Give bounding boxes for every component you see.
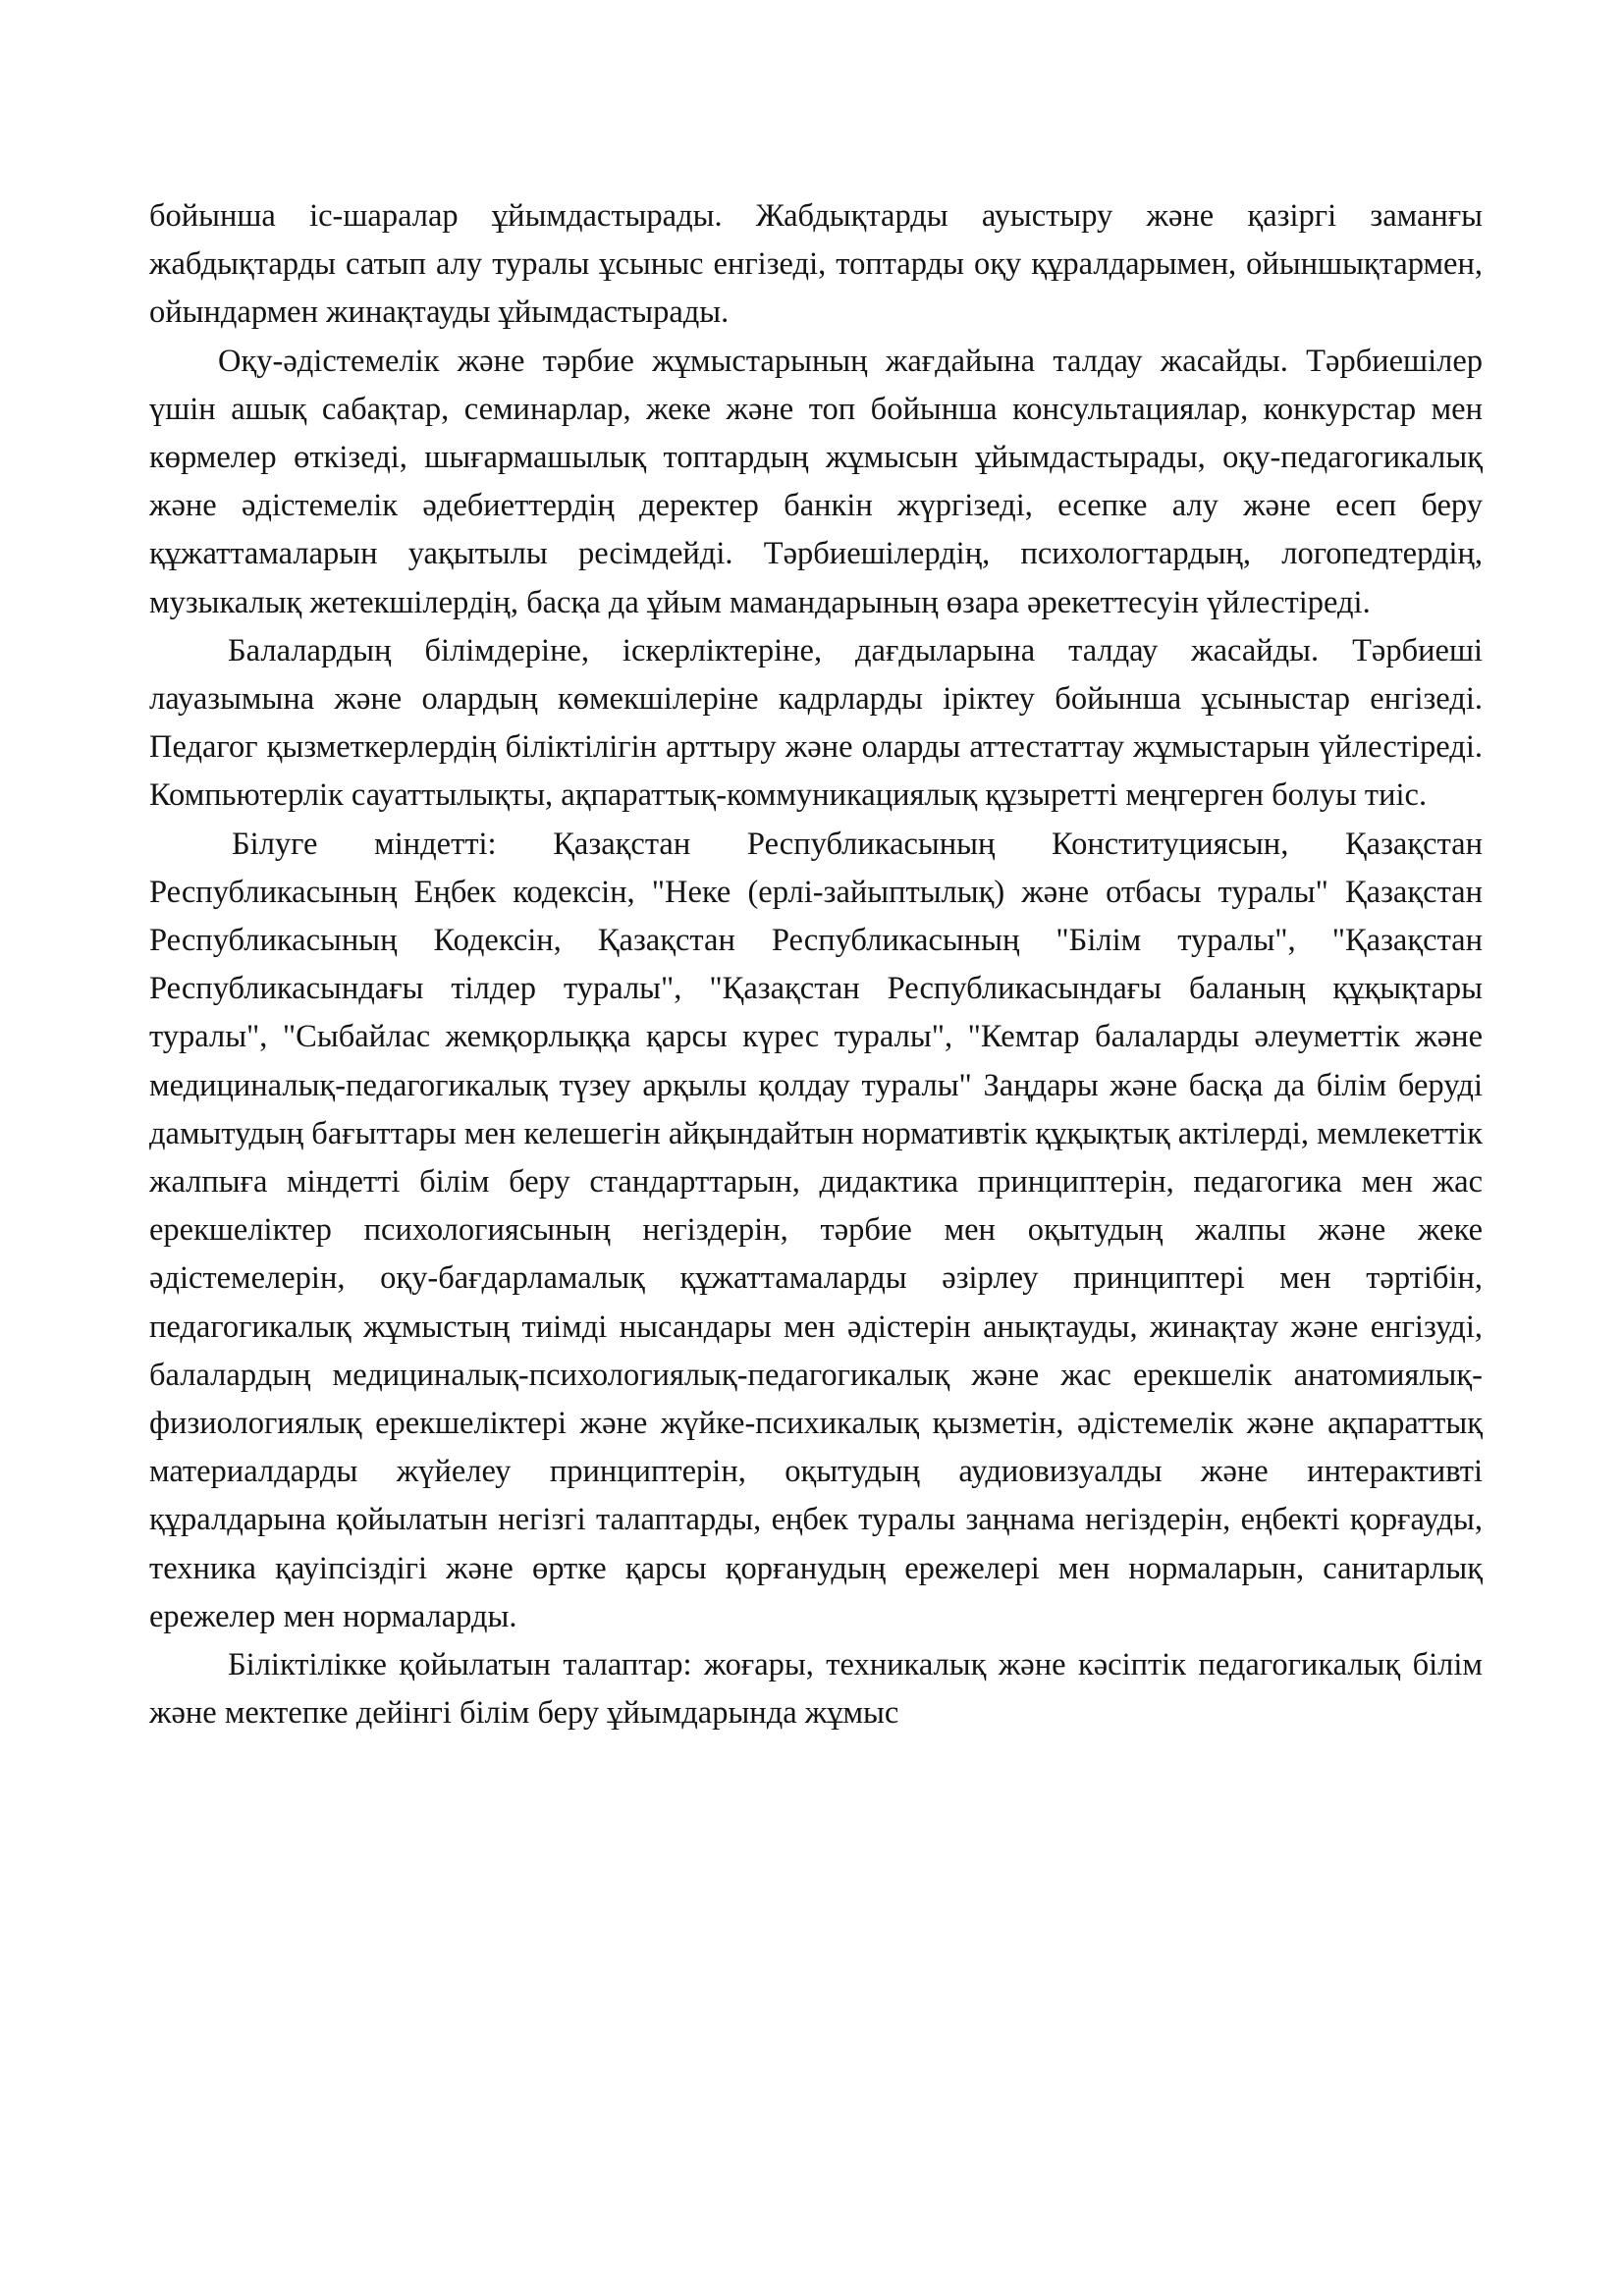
paragraph-must-know: Білуге міндетті: Қазақстан Республикасының Конституциясын, Қазақстан Республикасының Еңбек кодексін, "Неке (ерлі-зайыптылық) және отбасы туралы" Қазақстан Республикасының Кодексін, Қазақстан Республикасының "Білім туралы", "Қазақстан Республикасындағы тілдер туралы", "Қазақстан Республикасындағы баланың құқықтары туралы", "Сыбайлас жемқорлыққа қарсы күрес туралы", "Кемтар балаларды әлеуметтік және медициналық-педагогикалық түзеу арқылы қолдау туралы" Заңдары және басқа да білім беруді дамытудың бағыттары мен келешегін айқындайтын нормативтік құқықтық актілерді, мемлекеттік жалпыға міндетті білім беру стандарттарын, дидактика принциптерін, педагогика мен жас ерекшеліктер психологиясының негіздерін, тәрбие мен оқытудың жалпы және жеке әдістемелерін, оқу-бағдарламалық құжаттамаларды әзірлеу принциптері мен тәртібін, педагогикалық жұмыстың тиімді нысандары мен әдістерін анықтауды, жинақтау және енгізуді, балалардың медициналық-психологиялық-педагогикалық және жас ерекшелік анатомиялық-физиологиялық ерекшеліктері және жүйке-психикалық қызметін, әдістемелік және ақпараттық материалдарды жүйелеу принциптерін, оқытудың аудиовизуалды және интерактивті құралдарына қойылатын негізгі талаптарды, еңбек туралы заңнама негіздерін, еңбекті қорғауды, техника қауіпсіздігі және өртке қарсы қорғанудың ережелері мен нормаларын, санитарлық ережелер мен нормаларды. [149,826,1483,1634]
document-page [149,192,1483,1738]
paragraph-children-analysis: Балалардың білімдеріне, іскерліктеріне, дағдыларына талдау жасайды. Тәрбиеші лауазымына және олардың көмекшілеріне кадрларды іріктеу бойынша ұсыныстар енгізеді. Педагог қызметкерлердің біліктілігін арттыру және оларды аттестаттау жұмыстарын үйлестіреді. Компьютерлік сауаттылықты, ақпараттық-коммуникациялық құзыретті меңгерген болуы тиіс. [149,632,1483,814]
paragraph-methodological-work: Оқу-әдістемелік және тәрбие жұмыстарының жағдайына талдау жасайды. Тәрбиешілер үшін ашық сабақтар, семинарлар, жеке және топ бойынша консультациялар, конкурстар мен көрмелер өткізеді, шығармашылық топтардың жұмысын ұйымдастырады, оқу-педагогикалық және әдістемелік әдебиеттердің деректер банкін жүргізеді, есепке алу және есеп беру құжаттамаларын уақытылы ресімдейді. Тәрбиешілердің, психологтардың, логопедтердің, музыкалық жетекшілердің, басқа да ұйым мамандарының өзара әрекеттесуін үйлестіреді. [149,343,1483,620]
paragraph-continuation: бойынша іс-шаралар ұйымдастырады. Жабдықтарды ауыстыру және қазіргі заманғы жабдықтарды сатып алу туралы ұсыныс енгізеді, топтарды оқу құралдарымен, ойыншықтармен, ойындармен жинақтауды ұйымдастырады. [149,198,1483,331]
paragraph-qualification-requirements: Біліктілікке қойылатын талаптар: жоғары, техникалық және кәсіптік педагогикалық білім және мектепке дейінгі білім беру ұйымдарында жұмыс [149,1647,1483,1732]
